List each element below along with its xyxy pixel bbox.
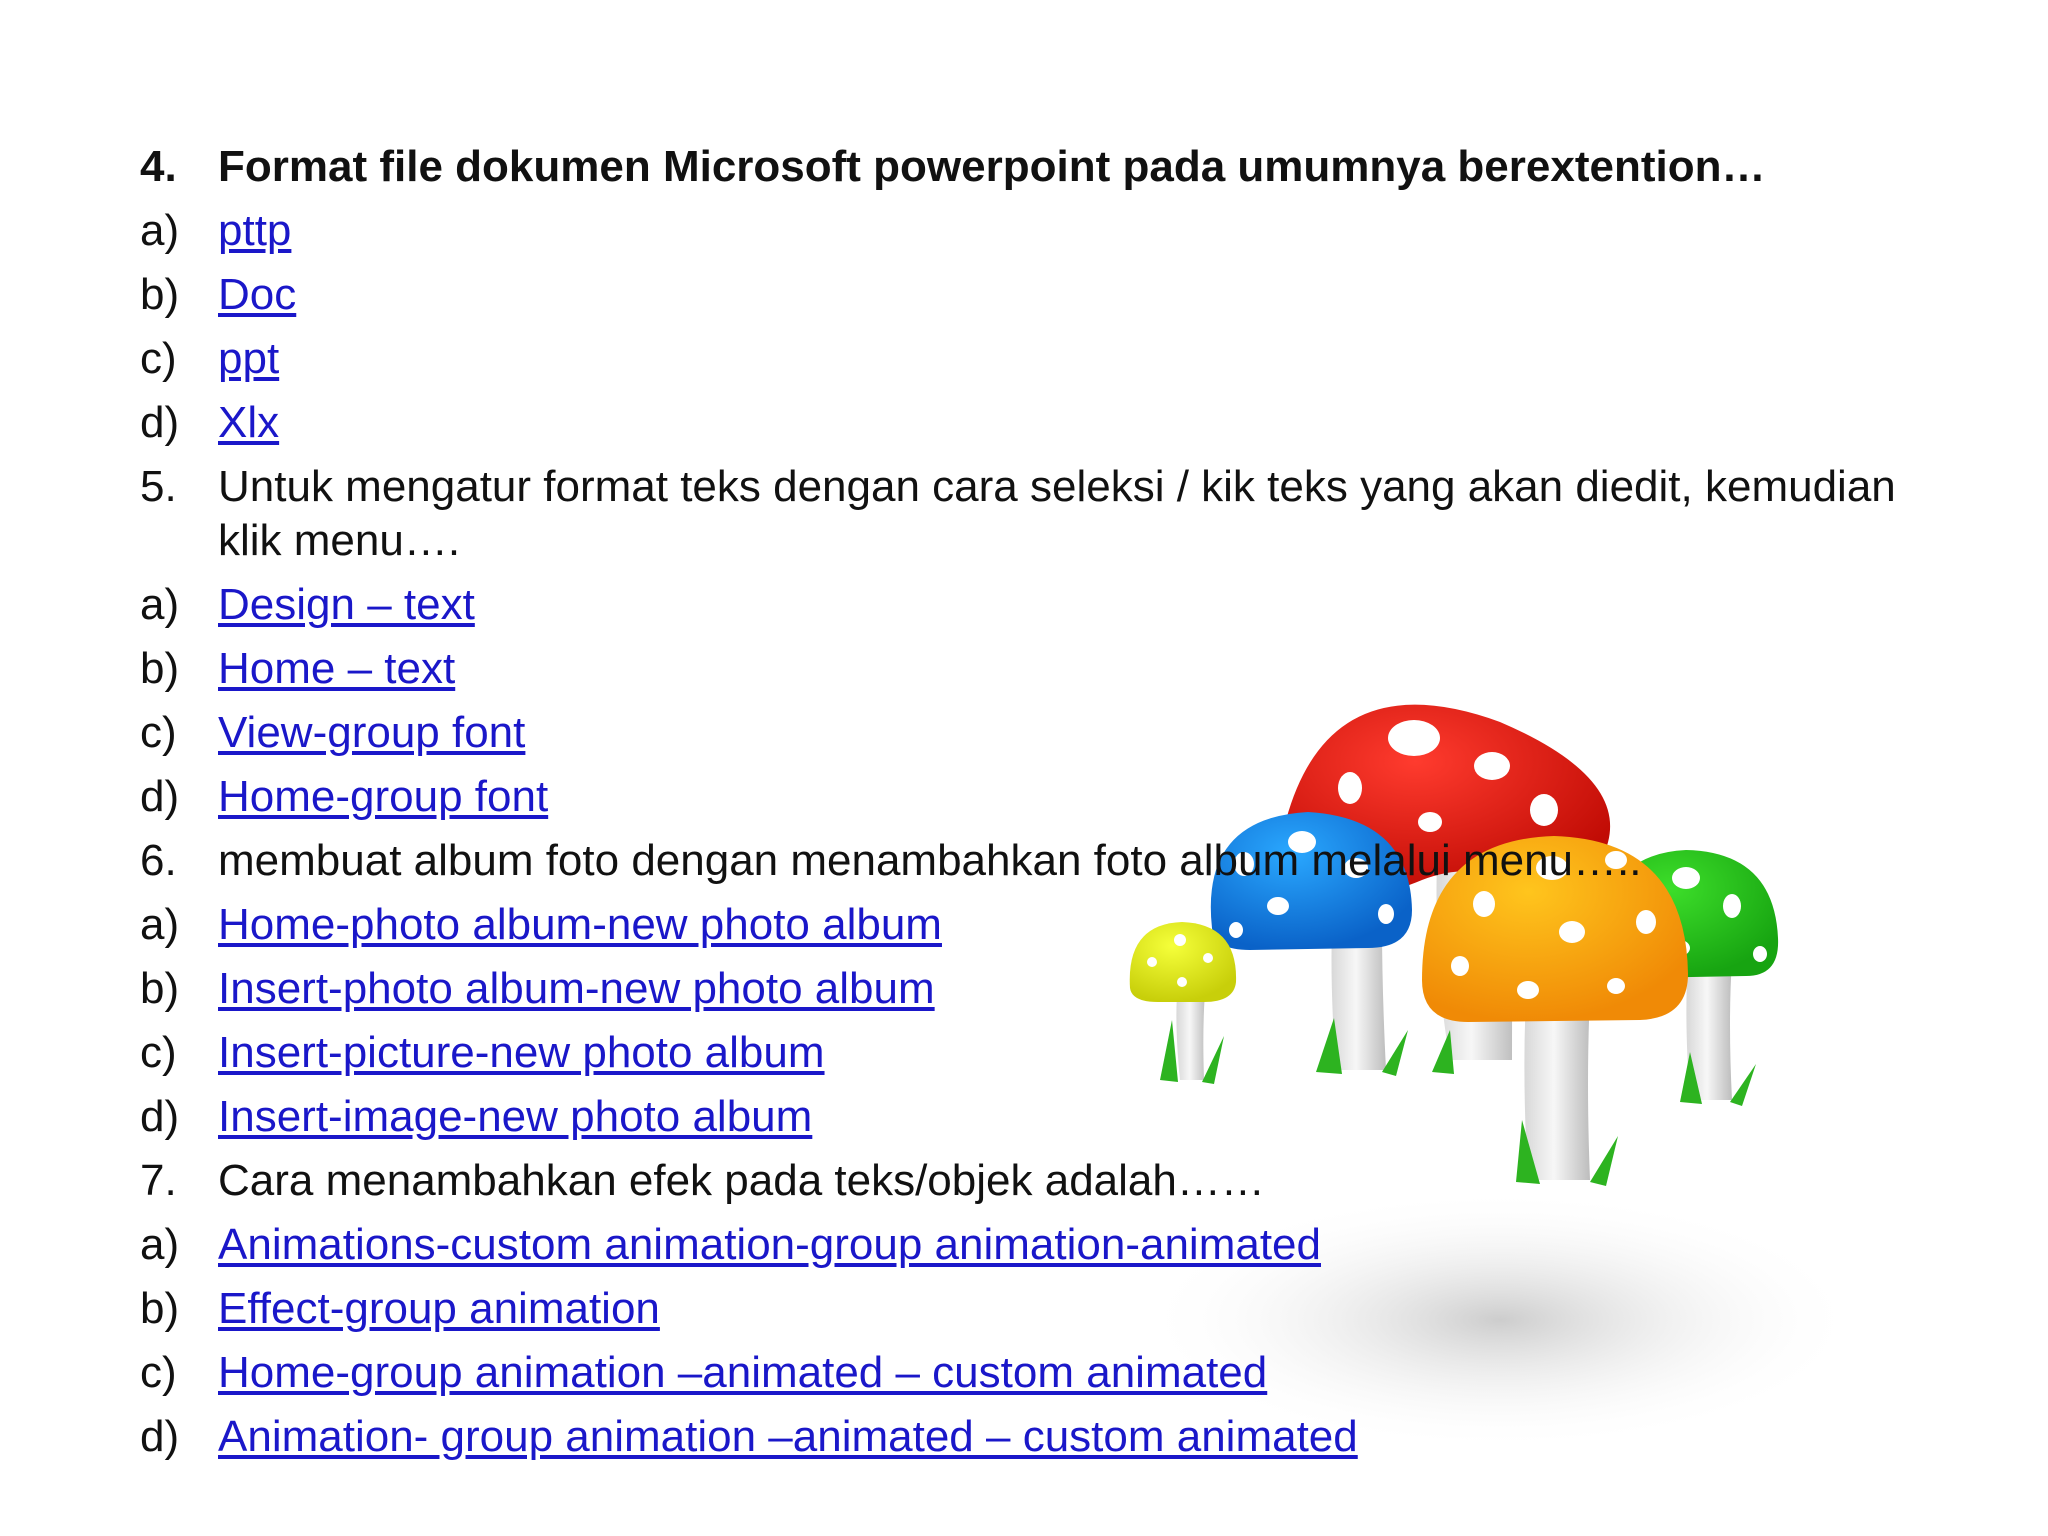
answer-option-row[interactable]: [140, 962, 1960, 1016]
question-row: [140, 460, 1960, 568]
answer-option-row[interactable]: [140, 1090, 1960, 1144]
answer-option-text: [218, 1026, 1960, 1080]
option-letter: b): [140, 270, 180, 319]
answer-option-text: [218, 332, 1960, 386]
answer-option-row[interactable]: [140, 204, 1960, 258]
answer-option-row[interactable]: [140, 1346, 1960, 1400]
answer-option-text: [218, 396, 1960, 450]
answer-option-row[interactable]: [140, 770, 1960, 824]
question-number: 4.: [140, 142, 177, 191]
question-number: 6.: [140, 836, 177, 885]
option-letter: c): [140, 1028, 177, 1077]
answer-option-row[interactable]: [140, 578, 1960, 632]
answer-option-text: [218, 898, 1960, 952]
option-letter: d): [140, 1092, 180, 1141]
question-number: 5.: [140, 462, 177, 511]
answer-option-link[interactable]: Home-photo album-new photo album: [218, 900, 942, 949]
answer-option-link[interactable]: Doc: [218, 270, 297, 319]
option-letter: d): [140, 398, 180, 447]
answer-option-text: [218, 642, 1960, 696]
option-letter: b): [140, 1284, 180, 1333]
answer-option-link[interactable]: Insert-image-new photo album: [218, 1092, 813, 1141]
answer-option-text: [218, 1218, 1960, 1272]
answer-option-row[interactable]: [140, 1282, 1960, 1336]
option-letter: d): [140, 1412, 180, 1461]
question-row: [140, 1154, 1960, 1208]
answer-option-row[interactable]: [140, 898, 1960, 952]
answer-option-text: [218, 204, 1960, 258]
answer-option-text: [218, 578, 1960, 632]
question-row: [140, 140, 1960, 194]
answer-option-text: [218, 706, 1960, 760]
answer-option-row[interactable]: [140, 268, 1960, 322]
answer-option-link[interactable]: Home – text: [218, 644, 456, 693]
answer-option-text: [218, 1282, 1960, 1336]
answer-option-text: [218, 1090, 1960, 1144]
answer-option-row[interactable]: [140, 1026, 1960, 1080]
answer-option-text: [218, 962, 1960, 1016]
question-row: [140, 834, 1960, 888]
option-letter: a): [140, 580, 180, 629]
option-letter: a): [140, 900, 180, 949]
option-letter: b): [140, 964, 180, 1013]
answer-option-text: [218, 1410, 1960, 1464]
answer-option-row[interactable]: [140, 706, 1960, 760]
answer-option-text: [218, 1346, 1960, 1400]
answer-option-row[interactable]: [140, 332, 1960, 386]
answer-option-row[interactable]: [140, 1218, 1960, 1272]
option-letter: a): [140, 206, 180, 255]
quiz-content: [140, 140, 1960, 1474]
answer-option-link[interactable]: Effect-group animation: [218, 1284, 660, 1333]
answer-option-link[interactable]: Home-group animation –animated – custom animated: [218, 1348, 1268, 1397]
option-letter: c): [140, 1348, 177, 1397]
option-letter: b): [140, 644, 180, 693]
answer-option-link[interactable]: pttp: [218, 206, 292, 255]
question-text: Format file dokumen Microsoft powerpoint pada umumnya berextention…: [218, 142, 1766, 191]
answer-option-text: [218, 268, 1960, 322]
option-letter: d): [140, 772, 180, 821]
answer-option-text: [218, 770, 1960, 824]
answer-option-link[interactable]: Xlx: [218, 398, 280, 447]
answer-option-link[interactable]: Design – text: [218, 580, 475, 629]
option-letter: c): [140, 708, 177, 757]
answer-option-row[interactable]: [140, 396, 1960, 450]
answer-option-link[interactable]: Insert-photo album-new photo album: [218, 964, 935, 1013]
answer-option-row[interactable]: [140, 1410, 1960, 1464]
answer-option-link[interactable]: Insert-picture-new photo album: [218, 1028, 825, 1077]
question-number: 7.: [140, 1156, 177, 1205]
answer-option-link[interactable]: View-group font: [218, 708, 526, 757]
answer-option-row[interactable]: [140, 642, 1960, 696]
question-text: Untuk mengatur format teks dengan cara seleksi / kik teks yang akan diedit, kemudian klik menu….: [218, 462, 1896, 565]
question-text: membuat album foto dengan menambahkan foto album melalui menu…..: [218, 836, 1642, 885]
answer-option-link[interactable]: Animations-custom animation-group animation-animated: [218, 1220, 1321, 1269]
question-text: Cara menambahkan efek pada teks/objek adalah……: [218, 1156, 1265, 1205]
option-letter: a): [140, 1220, 180, 1269]
answer-option-link[interactable]: ppt: [218, 334, 280, 383]
answer-option-link[interactable]: Animation- group animation –animated – custom animated: [218, 1412, 1358, 1461]
option-letter: c): [140, 334, 177, 383]
answer-option-link[interactable]: Home-group font: [218, 772, 549, 821]
